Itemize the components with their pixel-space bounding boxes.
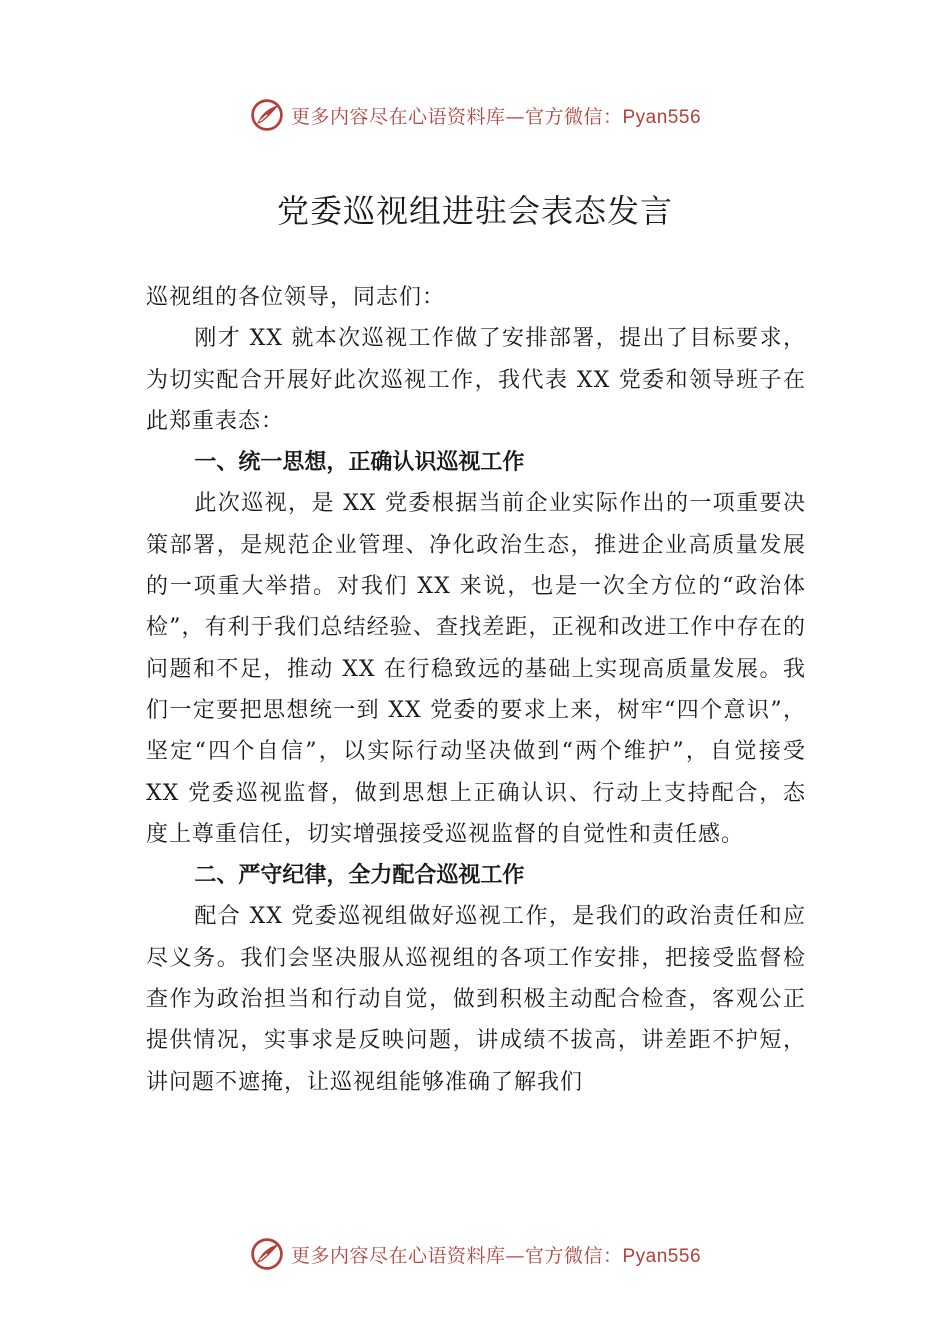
brand-logo-icon [249,97,285,133]
header-watermark-banner [0,95,950,135]
document-title: 党委巡视组进驻会表态发言 [276,192,673,230]
footer-watermark-banner [0,1234,950,1274]
banner-text: 更多内容尽在心语资料库—官方微信： [290,1244,623,1267]
banner-wechat-id: Pyan556 [622,106,702,128]
document-body [146,277,806,1103]
banner-wechat-id: Pyan556 [622,1245,702,1267]
banner-text: 更多内容尽在心语资料库—官方微信： [290,105,623,128]
section-heading-1: 一、统一思想，正确认识巡视工作 [194,450,525,476]
section-1-paragraph: 此次巡视，是 XX 党委根据当前企业实际作出的一项重要决策部署，是规范企业管理、净化政治生态，推进企业高质量发展的一项重大举措。对我们 XX 来说，也是一次全方位的“政治体检”，有利于我们总结经验、查找差距，正视和改进工作中存在的问题和不足，推动 XX 在行稳致远的基础上实现高质量发展。我们一定要把思想统一到 XX 党委的要求上来，树牢“四个意识”，坚定“四个自信”，以实际行动坚决做到“两个维护”，自觉接受 XX 党委巡视监督，做到思想上正确认识、行动上支持配合，态度上尊重信任，切实增强接受巡视监督的自觉性和责任感。 [146,491,806,847]
salutation: 巡视组的各位领导，同志们： [146,285,446,310]
section-heading-2: 二、严守纪律，全力配合巡视工作 [194,863,525,889]
section-2-paragraph: 配合 XX 党委巡视组做好巡视工作，是我们的政治责任和应尽义务。我们会坚决服从巡视组的各项工作安排，把接受监督检查作为政治担当和行动自觉，做到积极主动配合检查，客观公正提供情况，实事求是反映问题，讲成绩不拔高，讲差距不护短，讲问题不遮掩，让巡视组能够准确了解我们 [146,904,806,1095]
intro-paragraph: 刚才 XX 就本次巡视工作做了安排部署，提出了目标要求，为切实配合开展好此次巡视工作，我代表 XX 党委和领导班子在此郑重表态： [146,326,807,434]
brand-logo-icon [249,1236,285,1272]
